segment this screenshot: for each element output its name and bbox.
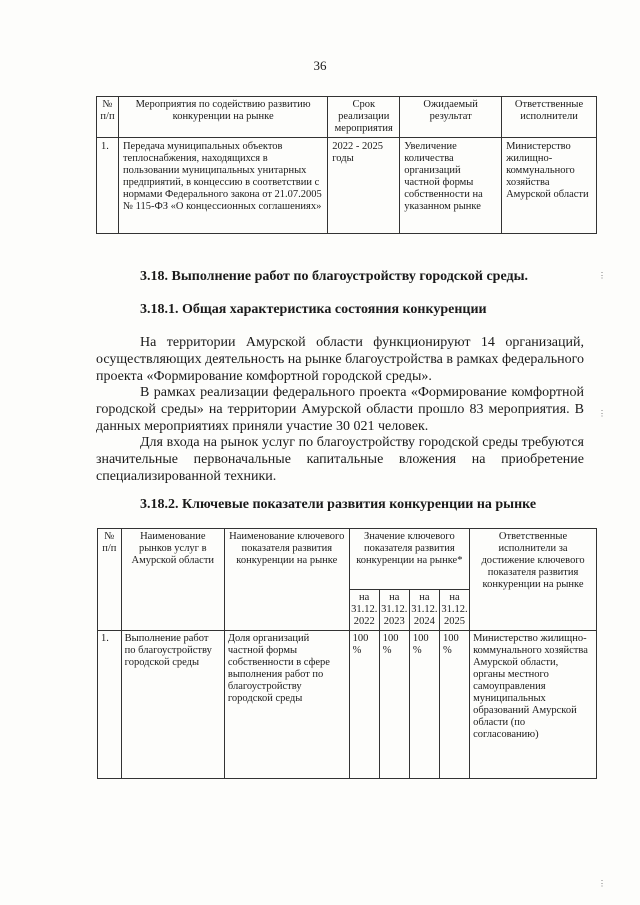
table-header-row xyxy=(97,97,597,138)
row-value: 100 % xyxy=(379,631,409,779)
row-indicator: Доля организаций частной формы собственности в сфере выполнения работ по благоустройству городской среды xyxy=(224,631,349,779)
page-number: 36 xyxy=(313,58,327,73)
row-value: 100 % xyxy=(439,631,469,779)
header-responsible: Ответственные исполнители за достижение ключевого показателя развития конкуренции на рынке xyxy=(470,529,597,631)
header-year: на 31.12. 2024 xyxy=(409,590,439,631)
row-term: 2022 - 2025 годы xyxy=(328,138,400,234)
header-indicator: Наименование ключевого показателя развития конкуренции на рынке xyxy=(224,529,349,631)
header-num: № п/п xyxy=(98,529,122,631)
header-num: № п/п xyxy=(97,97,119,138)
paragraph: В рамках реализации федерального проекта «Формирование комфортной городской среды» на территории Амурской области прошло 83 мероприятия. В данных мероприятиях приняли участие 30 021 человек. xyxy=(96,385,584,434)
header-market: Наименование рынков услуг в Амурской области xyxy=(121,529,224,631)
row-responsible: Министерство жилищно-коммунального хозяйства Амурской области xyxy=(502,138,597,234)
header-value-group: Значение ключевого показателя развития конкуренции на рынке* xyxy=(349,529,469,590)
row-value: 100 % xyxy=(349,631,379,779)
scan-artifact: ⋮ xyxy=(598,409,606,418)
scan-artifact: ⋮ xyxy=(598,271,606,280)
subsection-title: 3.18.1. Общая характеристика состояния конкуренции xyxy=(140,302,487,317)
header-year: на 31.12. 2025 xyxy=(439,590,469,631)
row-result: Увеличение количества организаций частной формы собственности на указанном рынке xyxy=(400,138,502,234)
row-activity: Передача муниципальных объектов теплоснабжения, находящихся в пользовании муниципальных унитарных предприятий, в концессию в соответствии с нормами Федерального закона от 21.07.2005 № 115-ФЗ «О концессионных соглашениях» xyxy=(118,138,327,234)
table-header-row xyxy=(98,529,597,590)
row-num: 1. xyxy=(97,138,119,234)
activities-table xyxy=(96,96,597,234)
section-title: 3.18. Выполнение работ по благоустройству городской среды. xyxy=(140,269,529,284)
paragraph: На территории Амурской области функционируют 14 организаций, осуществляющих деятельность на рынке благоустройства в рамках федерального проекта «Формирование комфортной городской среды». xyxy=(96,335,584,384)
header-term: Срок реализации мероприятия xyxy=(328,97,400,138)
table-row xyxy=(98,631,597,779)
scan-artifact: ⋮ xyxy=(598,879,606,888)
header-year: на 31.12. 2022 xyxy=(349,590,379,631)
paragraph: Для входа на рынок услуг по благоустройству городской среды требуются значительные первоначальные капитальные вложения на приобретение специализированной техники. xyxy=(96,435,584,484)
row-responsible: Министерство жилищно-коммунального хозяйства Амурской области, органы местного самоуправления муниципальных образований Амурской области (по согласованию) xyxy=(470,631,597,779)
row-market: Выполнение работ по благоустройству городской среды xyxy=(121,631,224,779)
header-activity: Мероприятия по содействию развитию конкуренции на рынке xyxy=(118,97,327,138)
subsection-title: 3.18.2. Ключевые показатели развития конкуренции на рынке xyxy=(140,497,537,512)
header-year: на 31.12. 2023 xyxy=(379,590,409,631)
header-result: Ожидаемый результат xyxy=(400,97,502,138)
table-row xyxy=(97,138,597,234)
row-value: 100 % xyxy=(409,631,439,779)
row-num: 1. xyxy=(98,631,122,779)
indicators-table xyxy=(97,528,597,779)
header-responsible: Ответственные исполнители xyxy=(502,97,597,138)
